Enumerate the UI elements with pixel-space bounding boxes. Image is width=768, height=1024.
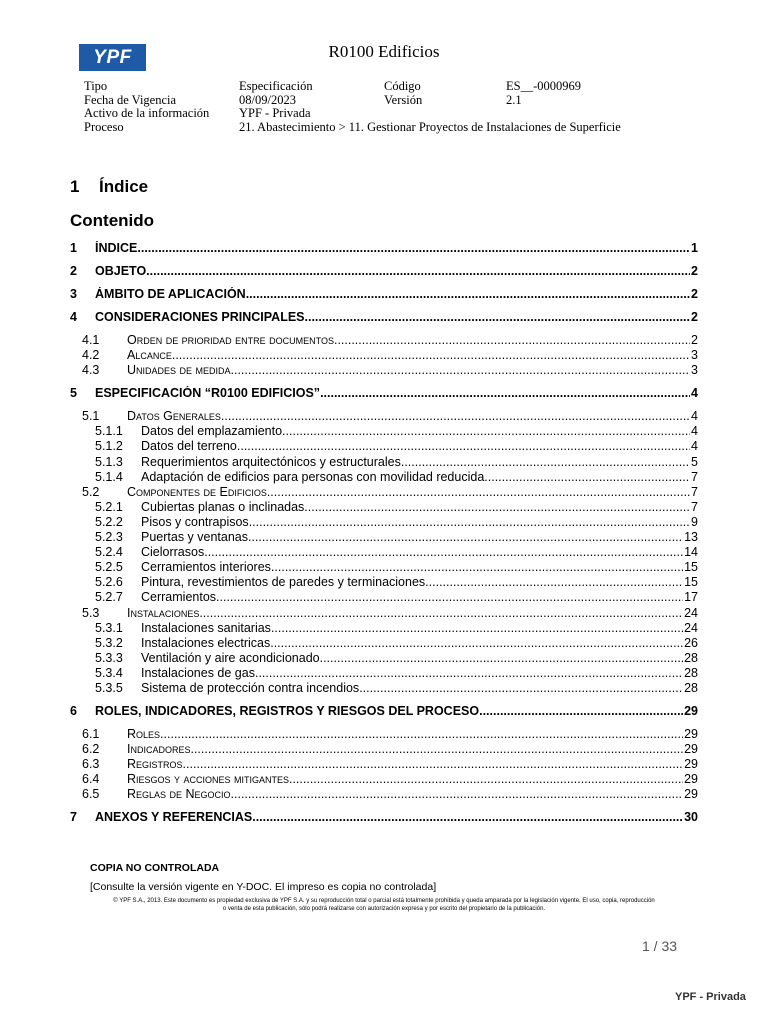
toc-leader-dots [190, 742, 683, 756]
toc-entry-page: 29 [684, 772, 698, 786]
toc-entry-title: Ventilación y aire acondicionado [141, 651, 320, 665]
toc-entry-number: 5.3.2 [95, 636, 123, 650]
toc-entry-number: 2 [70, 264, 77, 278]
toc-leader-dots [246, 287, 690, 301]
toc-entry-number: 5.1.1 [95, 424, 123, 438]
toc-entry-number: 5 [70, 386, 77, 400]
toc-leader-dots [425, 575, 683, 589]
toc-entry-number: 1 [70, 241, 77, 255]
meta-value: YPF - Privada [239, 106, 311, 121]
toc-leader-dots [255, 666, 683, 680]
toc-leader-dots [146, 264, 690, 278]
toc-entry[interactable] [0, 590, 768, 606]
toc-entry-number: 4.2 [82, 348, 100, 362]
toc-entry[interactable] [0, 727, 768, 743]
toc-entry-page: 2 [691, 287, 698, 301]
toc-entry-page: 29 [684, 757, 698, 771]
toc-entry-title: Instalaciones [127, 606, 200, 620]
meta-label: Tipo [84, 79, 108, 93]
toc-entry-number: 5.2.6 [95, 575, 123, 589]
toc-entry[interactable] [0, 575, 768, 591]
toc-entry-title: Pintura, revestimientos de paredes y terminaciones [141, 575, 426, 589]
toc-entry-number: 6.1 [82, 727, 100, 741]
toc-leader-dots [252, 810, 683, 824]
toc-leader-dots [479, 704, 683, 718]
consult-version-note: [Consulte la versión vigente en Y-DOC. El impreso es copia no controlada] [90, 881, 437, 893]
toc-entry-page: 4 [691, 424, 698, 438]
legal-notice-line: © YPF S.A., 2013. Este documento es propiedad exclusiva de YPF S.A. y su reproducción total o parcial está totalmente prohibida y queda amparada por la legislación vigente. El uso, copia, reproducción [113, 898, 655, 904]
toc-entry-page: 9 [691, 515, 698, 529]
toc-entry-number: 6 [70, 704, 77, 718]
toc-leader-dots [267, 485, 690, 499]
toc-entry-title: Instalaciones sanitarias [141, 621, 271, 635]
toc-entry[interactable] [0, 485, 768, 501]
toc-entry-title: OBJETO [95, 264, 147, 278]
toc-entry-title: Datos del emplazamiento [141, 424, 283, 438]
toc-entry[interactable] [0, 545, 768, 561]
toc-entry-title: CONSIDERACIONES PRINCIPALES [95, 310, 305, 324]
toc-entry-title: Instalaciones electricas [141, 636, 271, 650]
toc-entry-number: 5.3.5 [95, 681, 123, 695]
toc-entry[interactable] [0, 636, 768, 652]
toc-entry-page: 15 [684, 575, 698, 589]
page-number: 1 / 33 [642, 938, 678, 954]
toc-entry[interactable] [0, 409, 768, 425]
toc-entry[interactable] [0, 787, 768, 803]
toc-entry-number: 4.1 [82, 333, 100, 347]
toc-entry-title: Reglas de Negocio [127, 787, 231, 801]
toc-entry-page: 1 [691, 241, 698, 255]
toc-entry-number: 5.1.3 [95, 455, 123, 469]
toc-entry[interactable] [0, 681, 768, 697]
meta-label: Versión [384, 92, 423, 107]
toc-entry-number: 3 [70, 287, 77, 301]
toc-leader-dots [160, 727, 683, 741]
toc-entry-page: 4 [691, 439, 698, 453]
toc-entry-title: Roles [127, 727, 161, 741]
toc-entry-number: 5.3.3 [95, 651, 123, 665]
section-title: Índice [99, 177, 149, 196]
toc-entry-page: 29 [684, 704, 698, 718]
toc-leader-dots [289, 772, 683, 786]
toc-entry-page: 28 [684, 681, 698, 695]
toc-entry-title: ÁMBITO DE APLICACIÓN [95, 287, 246, 301]
toc-entry-number: 7 [70, 810, 77, 824]
toc-entry-number: 5.3.4 [95, 666, 123, 680]
toc-entry[interactable] [0, 439, 768, 455]
toc-entry-number: 5.1.2 [95, 439, 123, 453]
meta-value: ES__-0000969 [506, 79, 581, 93]
toc-entry[interactable] [0, 530, 768, 546]
toc-leader-dots [359, 681, 683, 695]
toc-entry-title: Cerramientos [141, 590, 217, 604]
toc-entry-page: 24 [684, 606, 698, 620]
toc-leader-dots [401, 455, 690, 469]
meta-label: Fecha de Vigencia [84, 92, 177, 107]
toc-entry-page: 2 [691, 264, 698, 278]
toc-entry-page: 7 [691, 470, 698, 484]
toc-leader-dots [305, 310, 691, 324]
toc-entry[interactable] [0, 651, 768, 667]
toc-entry-title: Cerramientos interiores [141, 560, 271, 574]
toc-entry[interactable] [0, 621, 768, 637]
toc-entry-title: Sistema de protección contra incendios [141, 681, 360, 695]
toc-entry-page: 14 [684, 545, 698, 559]
meta-label: Código [384, 79, 421, 93]
toc-entry[interactable] [0, 264, 768, 280]
toc-leader-dots [248, 530, 683, 544]
toc-leader-dots [282, 424, 690, 438]
toc-entry[interactable] [0, 363, 768, 379]
toc-entry-page: 4 [691, 386, 698, 400]
toc-leader-dots [304, 500, 690, 514]
toc-entry-title: Riesgos y acciones mitigantes [127, 772, 289, 786]
toc-entry-number: 4 [70, 310, 77, 324]
toc-leader-dots [484, 470, 690, 484]
toc-entry[interactable] [0, 500, 768, 516]
toc-entry-title: Cubiertas planas o inclinadas [141, 500, 305, 514]
toc-entry-number: 5.1.4 [95, 470, 123, 484]
toc-entry[interactable] [0, 287, 768, 303]
section-number: 1 [70, 177, 80, 196]
toc-entry-title: Indicadores [127, 742, 191, 756]
toc-entry-page: 4 [691, 409, 698, 423]
toc-entry-title: Registros [127, 757, 183, 771]
toc-entry-number: 6.5 [82, 787, 100, 801]
toc-entry-title: Datos del terreno [141, 439, 237, 453]
toc-entry[interactable] [0, 666, 768, 682]
toc-entry-title: Orden de prioridad entre documentos [127, 333, 334, 347]
toc-entry[interactable] [0, 455, 768, 471]
meta-label: Activo de la información [84, 106, 210, 121]
toc-entry-number: 6.3 [82, 757, 100, 771]
toc-entry-page: 3 [691, 348, 698, 362]
toc-entry[interactable] [0, 241, 768, 257]
toc-entry-title: Pisos y contrapisos [141, 515, 249, 529]
toc-entry-number: 5.2.1 [95, 500, 123, 514]
toc-entry-page: 2 [691, 333, 698, 347]
toc-entry-title: Cielorrasos [141, 545, 205, 559]
privacy-label: YPF - Privada [675, 991, 746, 1003]
toc-entry[interactable] [0, 310, 768, 326]
toc-entry[interactable] [0, 810, 768, 826]
toc-leader-dots [231, 363, 691, 377]
toc-leader-dots [183, 757, 684, 771]
toc-leader-dots [320, 386, 690, 400]
toc-entry-page: 15 [684, 560, 698, 574]
meta-value: 21. Abastecimiento > 11. Gestionar Proyectos de Instalaciones de Superficie [239, 119, 621, 134]
toc-leader-dots [334, 333, 690, 347]
toc-entry-page: 29 [684, 787, 698, 801]
toc-entry-page: 29 [684, 727, 698, 741]
toc-entry-title: ANEXOS Y REFERENCIAS [95, 810, 253, 824]
toc-entry-number: 5.2.3 [95, 530, 123, 544]
toc-entry-number: 5.3.1 [95, 621, 123, 635]
toc-entry-number: 5.2 [82, 485, 100, 499]
toc-leader-dots [204, 545, 683, 559]
toc-entry[interactable] [0, 606, 768, 622]
toc-entry[interactable] [0, 348, 768, 364]
toc-leader-dots [271, 560, 683, 574]
toc-entry-title: Instalaciones de gas [141, 666, 255, 680]
toc-leader-dots [172, 348, 690, 362]
toc-leader-dots [271, 621, 683, 635]
uncontrolled-copy-note: COPIA NO CONTROLADA [90, 862, 220, 874]
toc-entry-title: ESPECIFICACIÓN “R0100 EDIFICIOS” [95, 386, 321, 400]
toc-entry-number: 5.2.2 [95, 515, 123, 529]
toc-entry-title: Datos Generales [127, 409, 221, 423]
document-title: R0100 Edificios [328, 42, 440, 61]
toc-entry-title: Unidades de medida [127, 363, 231, 377]
toc-entry-title: ROLES, INDICADORES, REGISTROS Y RIESGOS DEL PROCESO [95, 704, 480, 718]
toc-entry-title: Alcance [127, 348, 172, 362]
toc-entry[interactable] [0, 742, 768, 758]
toc-entry-page: 28 [684, 651, 698, 665]
toc-leader-dots [221, 409, 690, 423]
toc-entry-title: Requerimientos arquitectónicos y estructurales [141, 455, 401, 469]
toc-entry-number: 5.2.4 [95, 545, 123, 559]
toc-entry[interactable] [0, 333, 768, 349]
toc-entry-page: 7 [691, 500, 698, 514]
toc-entry-page: 13 [684, 530, 698, 544]
toc-entry-page: 29 [684, 742, 698, 756]
toc-entry[interactable] [0, 757, 768, 773]
toc-entry-title: Puertas y ventanas [141, 530, 249, 544]
meta-value: 08/09/2023 [239, 92, 296, 107]
contents-heading: Contenido [70, 211, 155, 230]
toc-entry-page: 5 [691, 455, 698, 469]
toc-entry-number: 6.2 [82, 742, 100, 756]
toc-entry-number: 5.2.7 [95, 590, 123, 604]
toc-entry-number: 5.2.5 [95, 560, 123, 574]
toc-leader-dots [237, 439, 690, 453]
toc-entry-page: 7 [691, 485, 698, 499]
toc-leader-dots [216, 590, 683, 604]
toc-leader-dots [320, 651, 683, 665]
toc-leader-dots [249, 515, 690, 529]
toc-leader-dots [137, 241, 690, 255]
toc-entry[interactable] [0, 424, 768, 440]
toc-entry[interactable] [0, 704, 768, 720]
legal-notice-line: o venta de esta publicación, sólo podrá realizarse con autorización expresa y por escrito del propietario de la publicación. [222, 906, 546, 912]
meta-value: 2.1 [506, 92, 522, 107]
toc-leader-dots [199, 606, 683, 620]
meta-label: Proceso [84, 119, 124, 134]
toc-entry-page: 28 [684, 666, 698, 680]
toc-entry[interactable] [0, 470, 768, 486]
toc-entry[interactable] [0, 772, 768, 788]
toc-entry-page: 24 [684, 621, 698, 635]
toc-entry[interactable] [0, 386, 768, 402]
toc-entry-title: ÍNDICE [95, 241, 138, 255]
logo-text: YPF [93, 46, 132, 68]
toc-entry[interactable] [0, 560, 768, 576]
toc-entry-number: 6.4 [82, 772, 100, 786]
toc-entry-page: 2 [691, 310, 698, 324]
toc-entry-title: Componentes de Edificios [127, 485, 267, 499]
toc-leader-dots [231, 787, 684, 801]
section-heading [70, 177, 148, 197]
toc-entry-number: 5.1 [82, 409, 100, 423]
toc-entry[interactable] [0, 515, 768, 531]
legal-notice [84, 897, 684, 913]
toc-entry-page: 17 [684, 590, 698, 604]
toc-entry-page: 26 [684, 636, 698, 650]
toc-entry-number: 5.3 [82, 606, 100, 620]
toc-entry-number: 4.3 [82, 363, 100, 377]
meta-value: Especificación [239, 79, 313, 93]
toc-entry-title: Adaptación de edificios para personas con movilidad reducida [141, 470, 485, 484]
toc-entry-page: 30 [684, 810, 698, 824]
toc-leader-dots [270, 636, 683, 650]
toc-entry-page: 3 [691, 363, 698, 377]
